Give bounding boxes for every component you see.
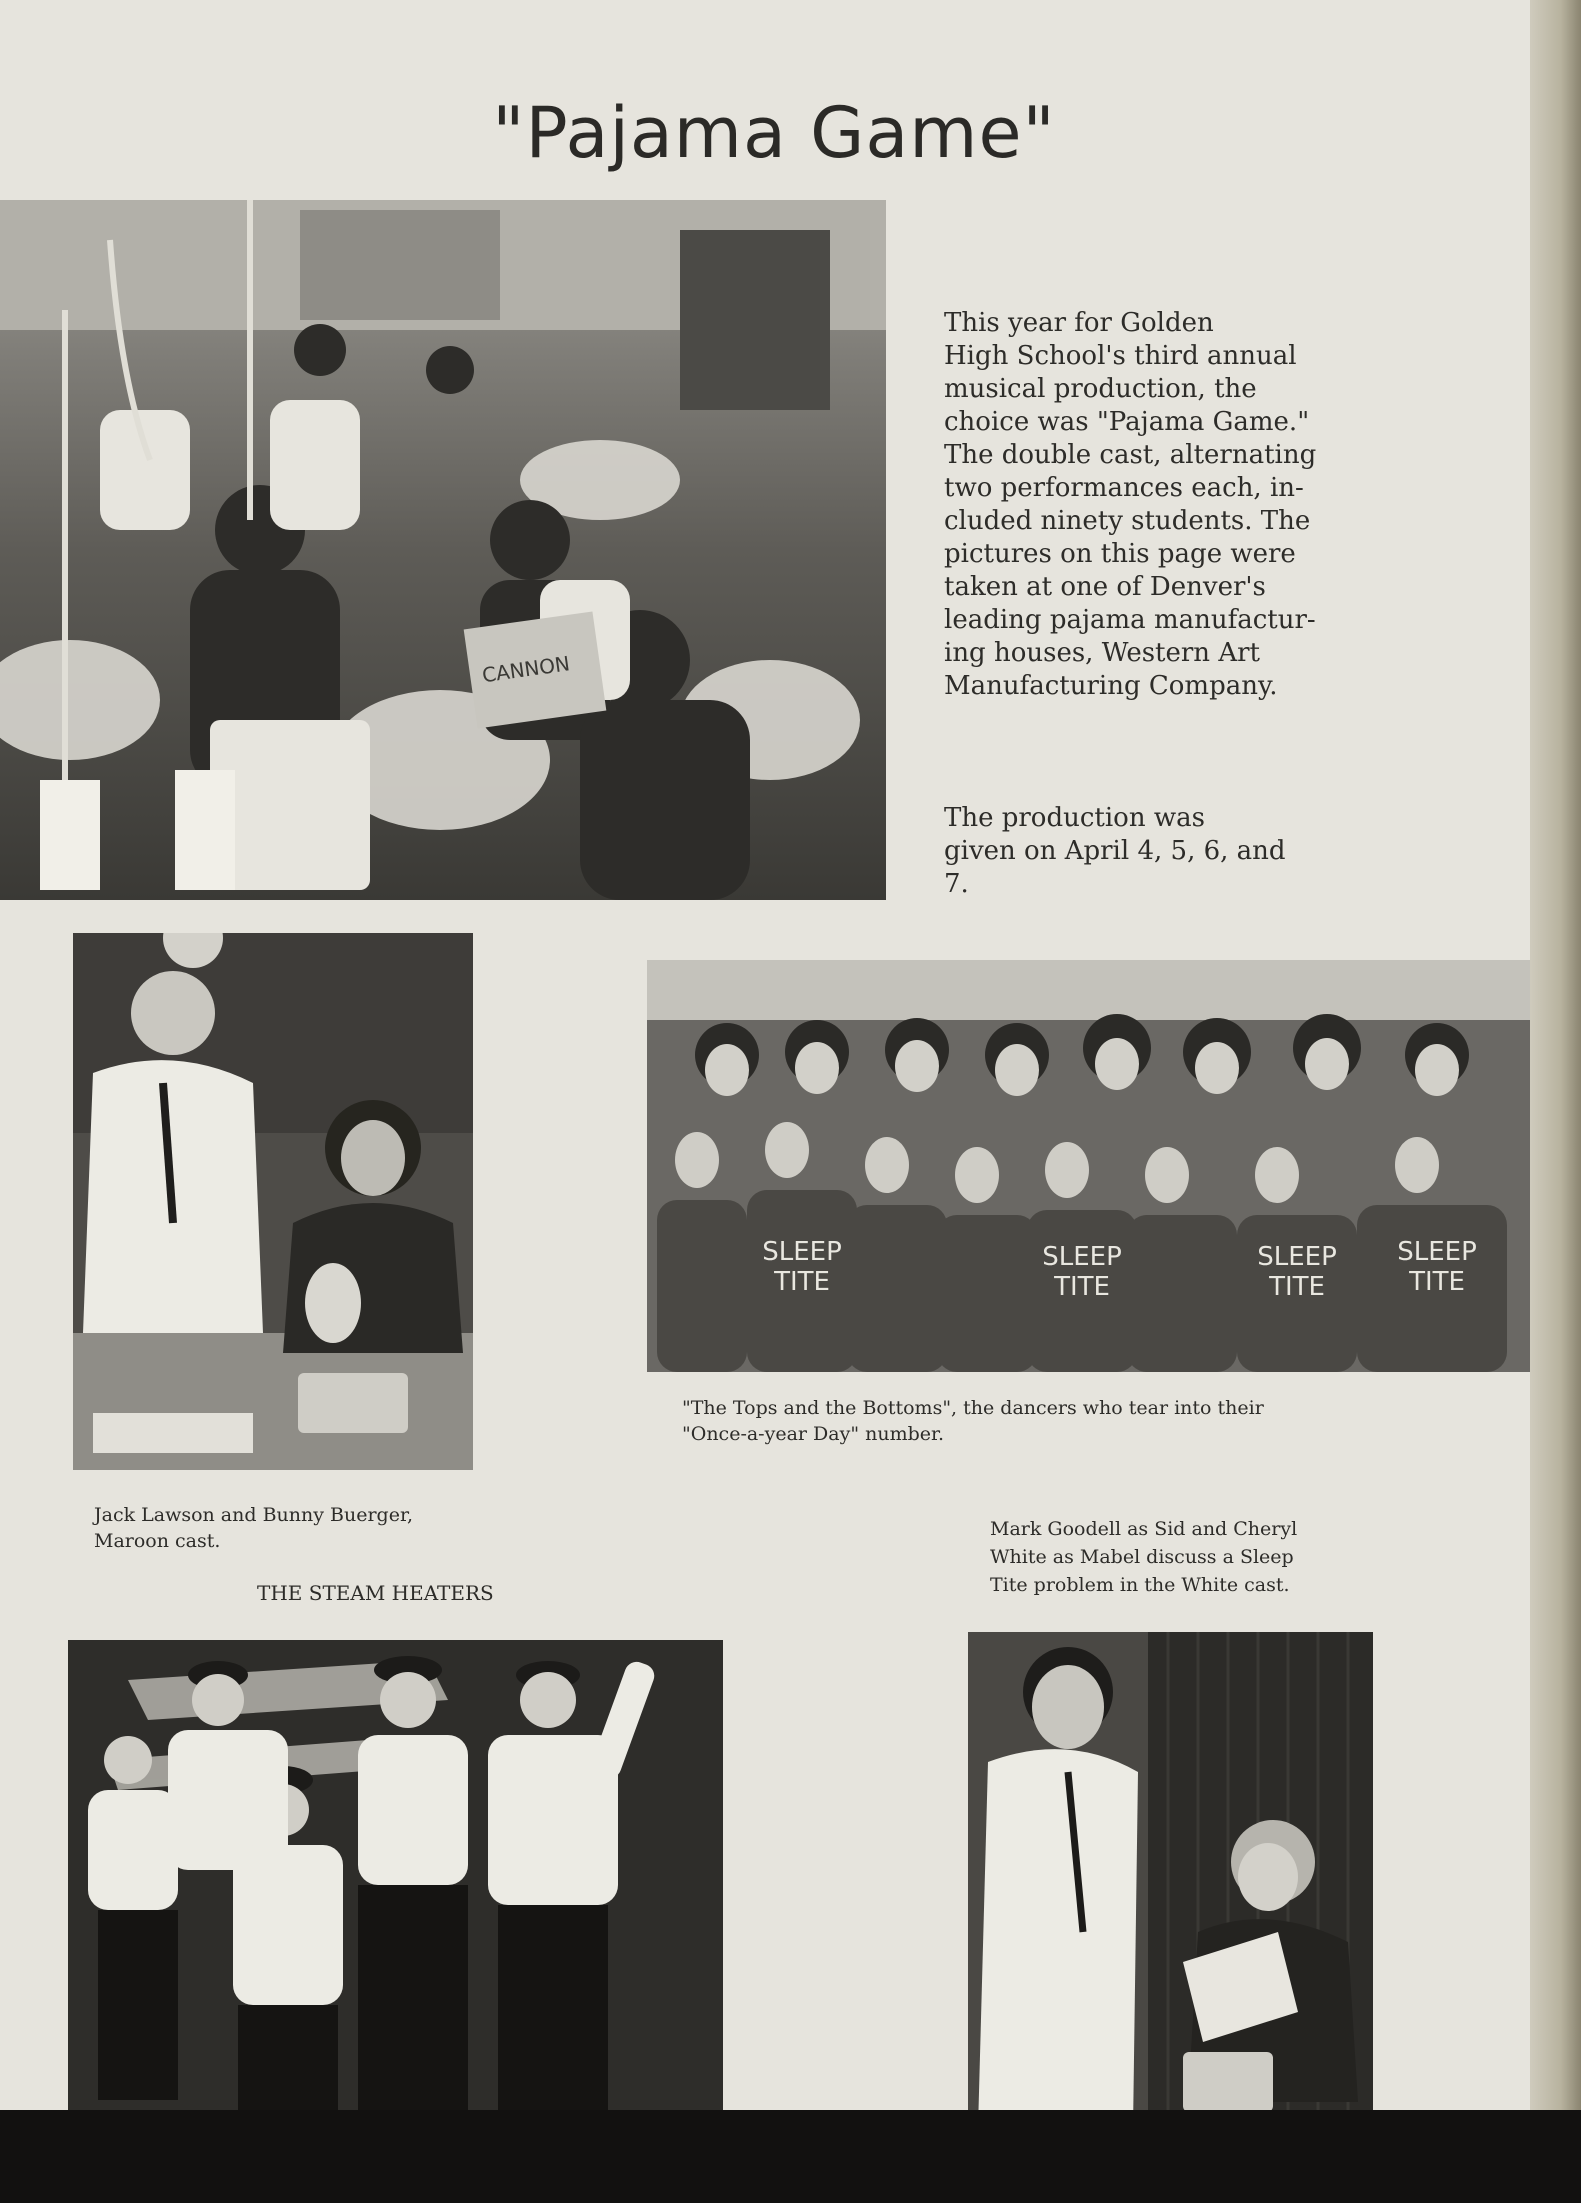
steam-heaters-photo — [68, 1640, 723, 2125]
page-title: "Pajama Game" — [492, 92, 1056, 174]
heaters-caption: THE STEAM HEATERS — [257, 1581, 494, 1605]
shirt-text-bottom: TITE — [1054, 1272, 1110, 1302]
factory-photo — [0, 200, 886, 900]
mark-cheryl-photo — [968, 1632, 1373, 2129]
shirt-text-top: SLEEP — [1397, 1237, 1477, 1267]
article-paragraph: This year for Golden High School's third annual musical production, the choice was "Pajama Game." The double cast, alternating two performances each, in- cluded ninety students. The pictures on this page were taken at one of Denver's leading pajama manufactur- ing houses, Western Art Manufacturing Company. — [944, 308, 1317, 701]
dancers-caption: "The Tops and the Bottoms", the dancers who tear into their "Once-a-year Day" number. — [682, 1397, 1264, 1445]
article-paragraph: The production was given on April 4, 5, 6, and 7. — [944, 803, 1286, 899]
dancers-photo — [647, 960, 1533, 1372]
book-edge — [1530, 0, 1581, 2130]
shirt-text-top: SLEEP — [762, 1237, 842, 1267]
scan-shadow — [0, 2110, 1581, 2203]
shirt-text-bottom: TITE — [774, 1267, 830, 1297]
box-label: CANNON — [480, 651, 572, 688]
shirt-text-top: SLEEP — [1042, 1242, 1122, 1272]
mark-caption: Mark Goodell as Sid and Cheryl White as Mabel discuss a Sleep Tite problem in the White cast. — [990, 1518, 1298, 1596]
shirt-text-bottom: TITE — [1409, 1267, 1465, 1297]
shirt-text-bottom: TITE — [1269, 1272, 1325, 1302]
shirt-text-top: SLEEP — [1257, 1242, 1337, 1272]
jack-bunny-photo — [73, 933, 473, 1470]
article-text — [944, 274, 1384, 934]
jack-caption: Jack Lawson and Bunny Buerger, Maroon cast. — [94, 1504, 413, 1552]
